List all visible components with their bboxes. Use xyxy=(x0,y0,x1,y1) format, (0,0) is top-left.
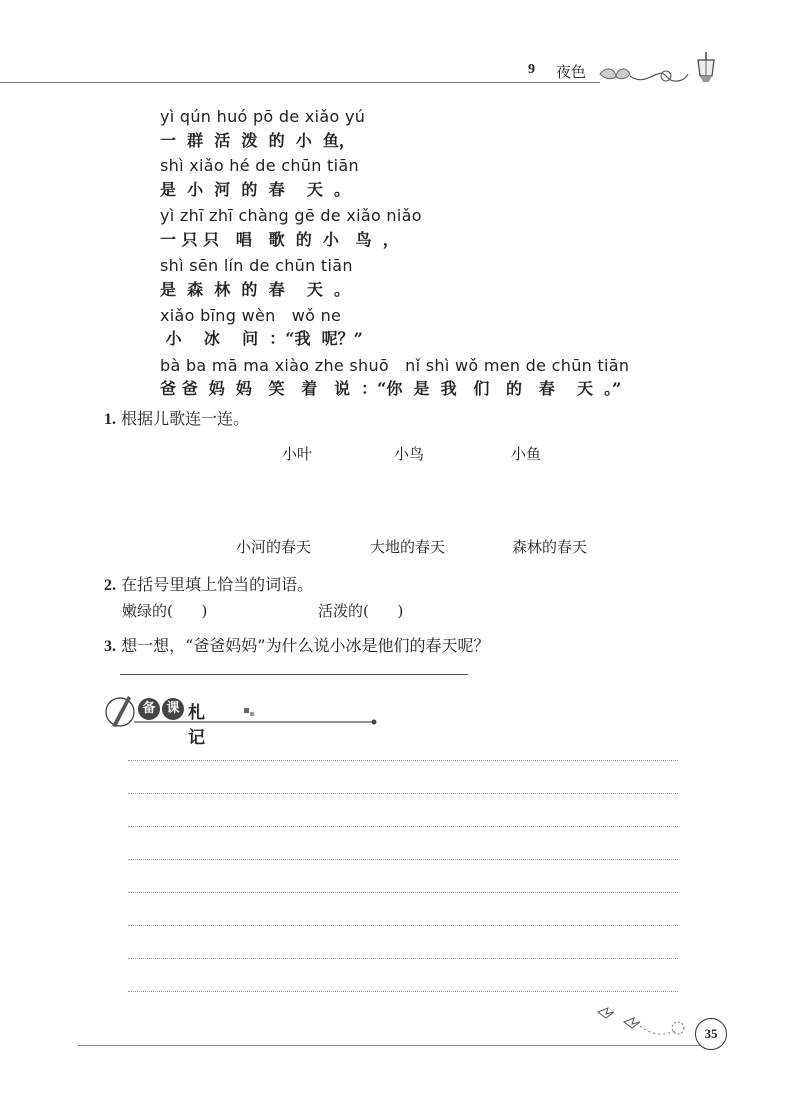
lesson-title: 夜色 xyxy=(556,63,587,81)
butterfly-lamp-decoration-icon xyxy=(596,46,726,96)
notes-line[interactable] xyxy=(128,760,678,761)
question-1 xyxy=(104,406,249,429)
question-3-text: 想一想，“爸爸妈妈”为什么说小冰是他们的春天呢？ xyxy=(121,636,490,655)
fill-blank-2[interactable]: 活泼的( ) xyxy=(318,602,404,620)
header-rule xyxy=(0,82,600,83)
footer-rule xyxy=(78,1045,718,1046)
answer-line[interactable] xyxy=(120,674,468,675)
poem-hanzi-line-4: 是 森 林 的 春 天 。 xyxy=(160,280,350,299)
notes-line[interactable] xyxy=(128,793,678,794)
question-1-number: 1. xyxy=(104,411,116,428)
notes-line[interactable] xyxy=(128,892,678,893)
match-top-word-2[interactable]: 小鸟 xyxy=(394,445,425,463)
question-3 xyxy=(104,633,489,656)
fill-blank-1[interactable]: 嫩绿的( ) xyxy=(122,602,208,620)
match-bottom-word-3[interactable]: 森林的春天 xyxy=(512,538,588,556)
notes-line[interactable] xyxy=(128,991,678,992)
match-bottom-word-2[interactable]: 大地的春天 xyxy=(370,538,446,556)
question-2-text: 在括号里填上恰当的词语。 xyxy=(121,575,314,594)
notes-badge-2: 课 xyxy=(162,698,184,720)
notes-line[interactable] xyxy=(128,925,678,926)
question-2-number: 2. xyxy=(104,577,116,594)
poem-pinyin-line-4: shì sēn lín de chūn tiān xyxy=(160,256,353,275)
notes-line[interactable] xyxy=(128,859,678,860)
poem-pinyin-line-3: yì zhī zhī chàng gē de xiǎo niǎo xyxy=(160,206,422,225)
poem-hanzi-line-6: 爸 爸 妈 妈 笑 着 说 ：“你 是 我 们 的 春 天 。” xyxy=(160,379,622,398)
notes-line[interactable] xyxy=(128,958,678,959)
poem-hanzi-line-2: 是 小 河 的 春 天 。 xyxy=(160,180,350,199)
question-2 xyxy=(104,572,313,595)
match-bottom-word-1[interactable]: 小河的春天 xyxy=(236,538,312,556)
poem-pinyin-line-2: shì xiǎo hé de chūn tiān xyxy=(160,156,359,175)
poem-hanzi-line-1: 一 群 活 泼 的 小 鱼， xyxy=(160,131,355,150)
notes-badge-1: 备 xyxy=(138,698,160,720)
page-number: 35 xyxy=(695,1018,727,1050)
match-top-word-3[interactable]: 小鱼 xyxy=(511,445,542,463)
question-1-text: 根据儿歌连一连。 xyxy=(121,409,250,428)
question-3-number: 3. xyxy=(104,638,116,655)
notes-line[interactable] xyxy=(128,826,678,827)
poem-pinyin-line-6: bà ba mā ma xiào zhe shuō nǐ shì wǒ men de chūn tiān xyxy=(160,356,630,375)
poem-hanzi-line-5: 小 冰 问 ：“我 呢？” xyxy=(160,329,363,348)
poem-pinyin-line-5: xiǎo bīng wèn wǒ ne xyxy=(160,306,342,325)
poem-pinyin-line-1: yì qún huó pō de xiǎo yú xyxy=(160,107,366,126)
poem-hanzi-line-3: 一 只 只 唱 歌 的 小 鸟 ， xyxy=(160,230,399,249)
notes-title: 札记 xyxy=(188,703,205,748)
match-top-word-1[interactable]: 小叶 xyxy=(282,445,313,463)
lesson-number: 9 xyxy=(528,62,535,77)
birds-decoration-icon xyxy=(596,1000,696,1040)
